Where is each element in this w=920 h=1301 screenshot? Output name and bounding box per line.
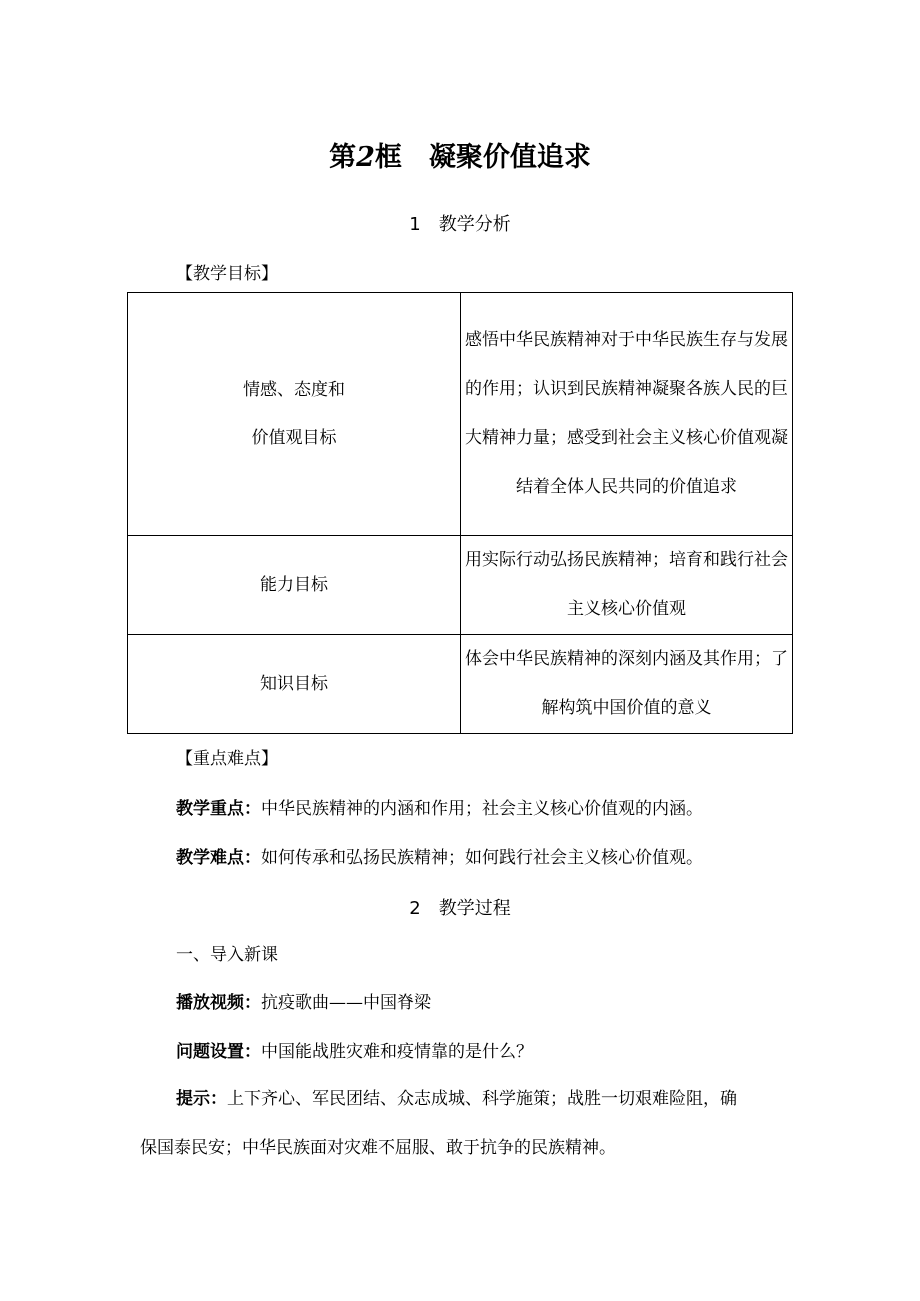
intro-heading: 一、导入新课 bbox=[176, 945, 278, 965]
goals-row-knowledge bbox=[128, 635, 793, 734]
goals-content: 感悟中华民族精神对于中华民族生存与发展的作用；认识到民族精神凝聚各族人民的巨大精神力量；感受到社会主义核心价值观凝结着全体人民共同的价值追求 bbox=[461, 293, 793, 536]
goals-label: 能力目标 bbox=[128, 536, 461, 635]
goals-label: 知识目标 bbox=[128, 635, 461, 734]
key-point: 教学重点：中华民族精神的内涵和作用；社会主义核心价值观的内涵。 bbox=[176, 799, 703, 819]
difficult-point: 教学难点：如何传承和弘扬民族精神；如何践行社会主义核心价值观。 bbox=[176, 848, 703, 868]
goals-row-emotion bbox=[128, 293, 793, 536]
page-title: 第2框 凝聚价值追求 bbox=[329, 142, 591, 173]
video-line: 播放视频：抗疫歌曲——中国脊梁 bbox=[176, 993, 431, 1013]
goals-header: 【教学目标】 bbox=[176, 264, 278, 284]
section-heading-analysis: 1 教学分析 bbox=[409, 214, 511, 235]
goals-content: 体会中华民族精神的深刻内涵及其作用；了解构筑中国价值的意义 bbox=[461, 635, 793, 734]
goals-row-ability bbox=[128, 536, 793, 635]
section-heading-process: 2 教学过程 bbox=[409, 898, 511, 919]
key-header: 【重点难点】 bbox=[176, 749, 278, 769]
goals-table bbox=[127, 292, 793, 734]
goals-label: 情感、态度和 价值观目标 bbox=[128, 293, 461, 536]
goals-content: 用实际行动弘扬民族精神；培育和践行社会主义核心价值观 bbox=[461, 536, 793, 635]
hint-line: 提示：上下齐心、军民团结、众志成城、科学施策；战胜一切艰难险阻，确 bbox=[176, 1089, 737, 1109]
hint-line-continued: 保国泰民安；中华民族面对灾难不屈服、敢于抗争的民族精神。 bbox=[140, 1138, 616, 1158]
question-line: 问题设置：中国能战胜灾难和疫情靠的是什么？ bbox=[176, 1042, 533, 1062]
